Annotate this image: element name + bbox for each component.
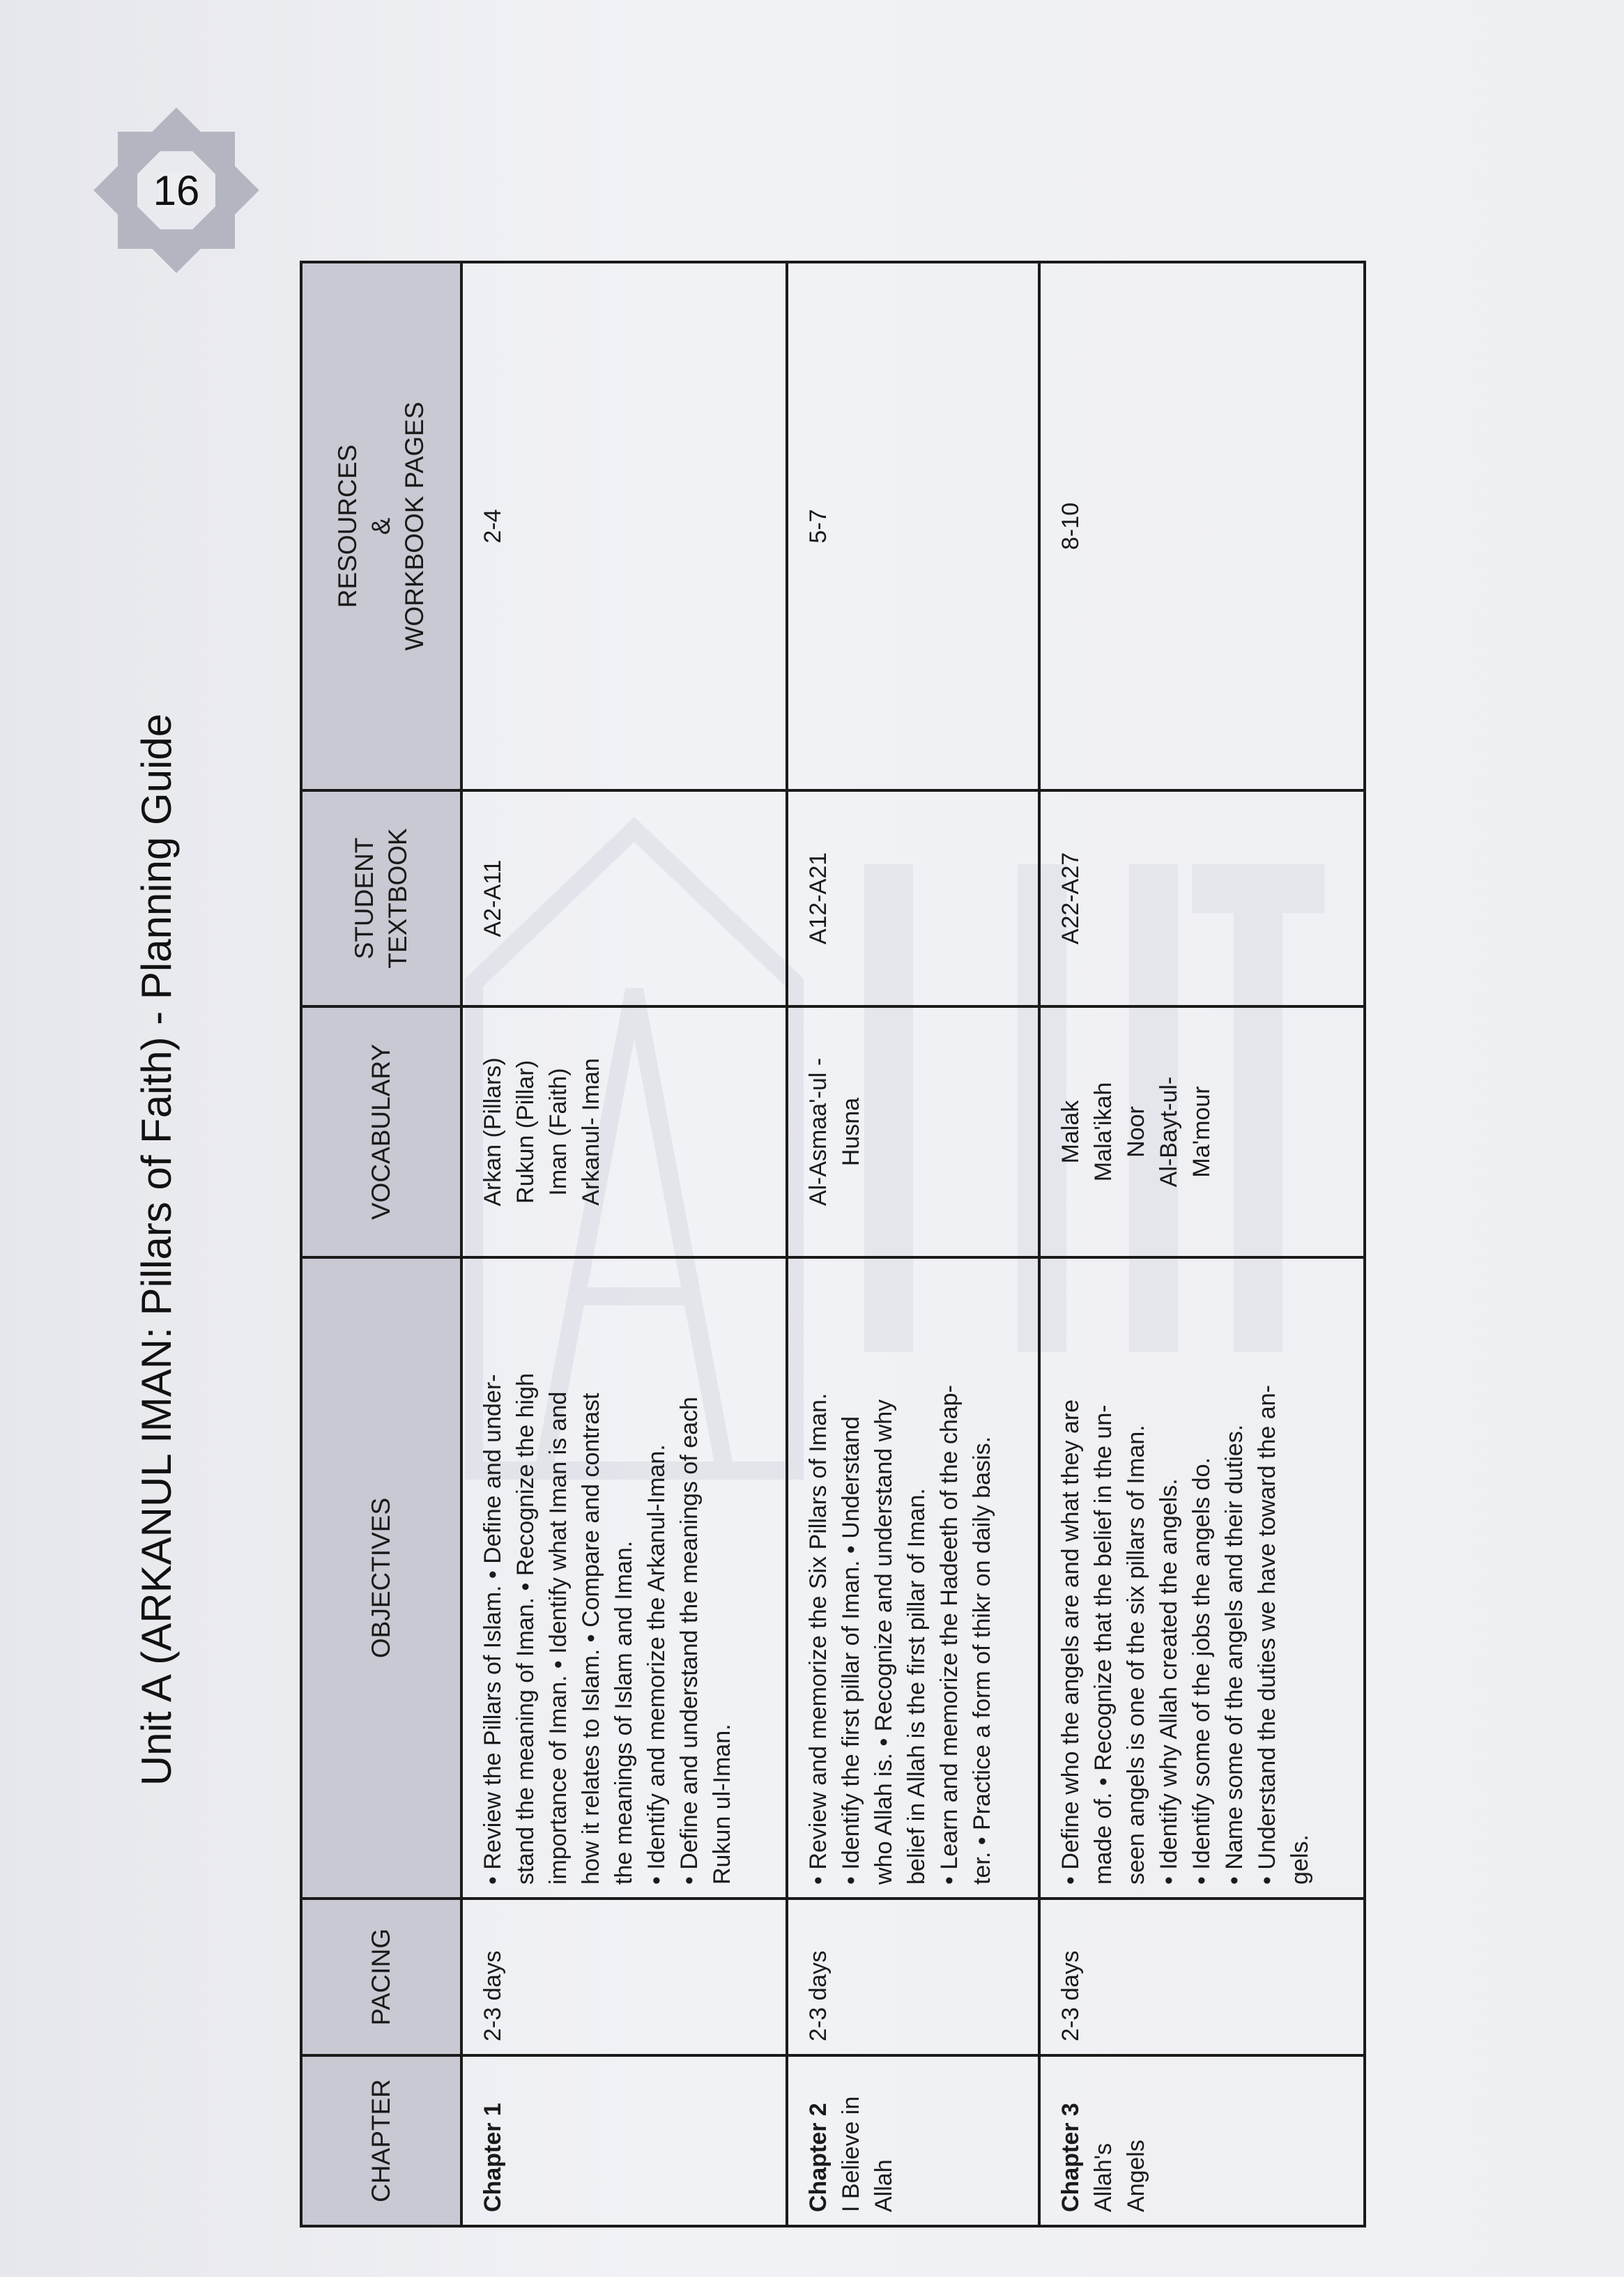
- objective-line: importance of Iman. • Identify what Iman is and: [545, 1391, 572, 1885]
- objective-line: • Review and memorize the Six Pillars of Iman.: [804, 1393, 832, 1885]
- header-textbook-line2: TEXTBOOK: [383, 828, 412, 969]
- page-title: Unit A (ARKANUL IMAN: Pillars of Faith) - Planning Guide: [133, 713, 180, 1786]
- objective-line: • Name some of the angels and their duties.: [1221, 1424, 1248, 1885]
- planning-guide-table: [300, 261, 1366, 2228]
- vocabulary-term: Noor: [1123, 1106, 1150, 1158]
- header-resources: [301, 262, 461, 790]
- objective-line: • Understand the duties we have toward the an-: [1254, 1385, 1281, 1885]
- planning-guide-rotated: [115, 263, 1370, 2236]
- objective-line: the meanings of Islam and Iman.: [611, 1540, 637, 1885]
- vocabulary-cell: [1039, 1006, 1365, 1257]
- chapter-name: Chapter 3: [1057, 2103, 1085, 2212]
- textbook-pages-cell: A22-A27: [1039, 790, 1365, 1006]
- vocabulary-term: Iman (Faith): [545, 1068, 572, 1196]
- objective-line: ter. • Practice a form of thikr on daily basis.: [968, 1436, 995, 1885]
- vocabulary-term: Malak: [1057, 1100, 1085, 1164]
- header-textbook-line1: STUDENT: [350, 837, 378, 960]
- vocabulary-term: Al-Bayt-ul-: [1156, 1076, 1183, 1188]
- pacing-cell: 2-3 days: [787, 1899, 1039, 2055]
- objective-line: • Define and understand the meanings of each: [676, 1397, 703, 1885]
- table-row: [461, 262, 787, 2226]
- objective-line: gels.: [1287, 1834, 1314, 1885]
- chapter-name: Chapter 2: [804, 2103, 832, 2212]
- vocabulary-term: Arkan (Pillars): [480, 1057, 506, 1206]
- objectives-cell: [1039, 1257, 1365, 1899]
- workbook-pages-cell: 5-7: [787, 262, 1039, 790]
- objective-line: • Identify the first pillar of Iman. • Understand: [837, 1416, 864, 1885]
- pacing-cell: 2-3 days: [1039, 1899, 1365, 2055]
- page-number: 16: [153, 167, 200, 214]
- objective-line: • Identify why Allah created the angels.: [1156, 1478, 1183, 1885]
- chapter-cell: [787, 2055, 1039, 2226]
- objective-line: belief in Allah is the first pillar of Iman.: [903, 1488, 930, 1885]
- chapter-cell: [461, 2055, 787, 2226]
- vocabulary-term: Arkanul- Iman: [578, 1058, 604, 1206]
- header-resources-line2: &: [367, 517, 395, 535]
- vocabulary-cell: [461, 1006, 787, 1257]
- objective-line: seen angels is one of the six pillars of Iman.: [1123, 1425, 1150, 1885]
- objective-line: • Identify and memorize the Arkanul-Iman.: [643, 1444, 670, 1885]
- objective-line: • Review the Pillars of Islam. • Define and under-: [480, 1374, 506, 1885]
- chapter-name: Chapter 1: [480, 2103, 506, 2212]
- objective-line: who Allah is. • Recognize and understand why: [870, 1399, 897, 1885]
- objective-line: • Identify some of the jobs the angels do.: [1188, 1457, 1216, 1885]
- objective-line: made of. • Recognize that the belief in the un-: [1090, 1404, 1117, 1885]
- header-pacing: PACING: [301, 1899, 461, 2055]
- objectives-cell: [461, 1257, 787, 1899]
- header-objectives: OBJECTIVES: [301, 1257, 461, 1899]
- header-student-textbook: [301, 790, 461, 1006]
- pacing-cell: 2-3 days: [461, 1899, 787, 2055]
- vocabulary-term: Mala'ikah: [1090, 1082, 1117, 1182]
- objective-line: stand the meaning of Iman. • Recognize the high: [512, 1373, 539, 1885]
- objective-line: Rukun ul-Iman.: [709, 1724, 735, 1885]
- objective-line: • Define who the angels are and what they are: [1057, 1399, 1085, 1885]
- chapter-subtitle: I Believe in Allah: [837, 2096, 897, 2212]
- table-row: [787, 262, 1039, 2226]
- objective-line: how it relates to Islam. • Compare and contrast: [578, 1393, 604, 1885]
- chapter-subtitle: Allah's Angels: [1090, 2140, 1150, 2212]
- chapter-cell: [1039, 2055, 1365, 2226]
- textbook-pages-cell: A12-A21: [787, 790, 1039, 1006]
- objectives-cell: [787, 1257, 1039, 1899]
- header-resources-line1: RESOURCES: [333, 444, 362, 608]
- table-row: [1039, 262, 1365, 2226]
- header-row: [301, 262, 461, 2226]
- workbook-pages-cell: 2-4: [461, 262, 787, 790]
- vocabulary-term: Rukun (Pillar): [512, 1060, 539, 1204]
- vocabulary-term: Husna: [837, 1097, 864, 1167]
- vocabulary-cell: [787, 1006, 1039, 1257]
- header-resources-line3: WORKBOOK PAGES: [400, 401, 429, 651]
- vocabulary-term: Ma'mour: [1188, 1086, 1216, 1178]
- header-vocabulary: VOCABULARY: [301, 1006, 461, 1257]
- textbook-pages-cell: A2-A11: [461, 790, 787, 1006]
- header-chapter: CHAPTER: [301, 2055, 461, 2226]
- vocabulary-term: Al-Asmaa'-ul -: [804, 1057, 832, 1206]
- workbook-pages-cell: 8-10: [1039, 262, 1365, 790]
- objective-line: • Learn and memorize the Hadeeth of the chap-: [935, 1385, 963, 1885]
